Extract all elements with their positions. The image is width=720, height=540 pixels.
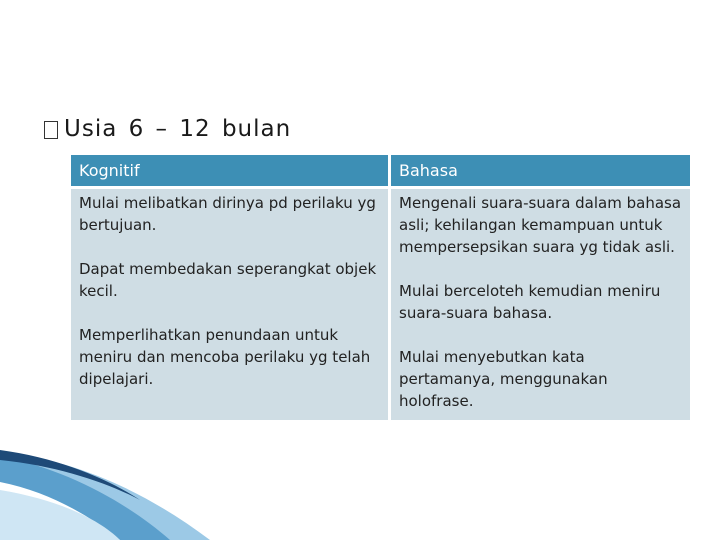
table-row bbox=[71, 189, 690, 420]
header-bahasa: Bahasa bbox=[391, 155, 690, 189]
kognitif-item: Dapat membedakan seperangkat objek kecil. bbox=[79, 260, 377, 300]
wave-light-stroke bbox=[0, 452, 210, 540]
bahasa-cell bbox=[391, 189, 690, 420]
square-bullet-icon bbox=[44, 121, 58, 139]
table-header-row bbox=[71, 155, 690, 189]
wave-dark-stroke bbox=[0, 450, 140, 500]
bahasa-item: Mulai menyebutkan kata pertamanya, menggunakan holofrase. bbox=[399, 348, 608, 410]
kognitif-item: Memperlihatkan penundaan untuk meniru dan mencoba perilaku yg telah dipelajari. bbox=[79, 326, 371, 388]
kognitif-cell bbox=[71, 189, 391, 420]
kognitif-item: Mulai melibatkan dirinya pd perilaku yg bertujuan. bbox=[79, 194, 376, 234]
header-kognitif: Kognitif bbox=[71, 155, 391, 189]
slide-heading bbox=[44, 116, 291, 142]
bahasa-item: Mulai berceloteh kemudian meniru suara-suara bahasa. bbox=[399, 282, 661, 322]
wave-decoration bbox=[0, 450, 720, 540]
bahasa-item: Mengenali suara-suara dalam bahasa asli; kehilangan kemampuan untuk mempersepsikan suara yg tidak asli. bbox=[399, 194, 682, 256]
development-table bbox=[71, 155, 690, 420]
wave-light-fill bbox=[0, 490, 120, 540]
wave-mid-stroke bbox=[0, 456, 170, 540]
heading-text: Usia 6 – 12 bulan bbox=[64, 116, 292, 142]
